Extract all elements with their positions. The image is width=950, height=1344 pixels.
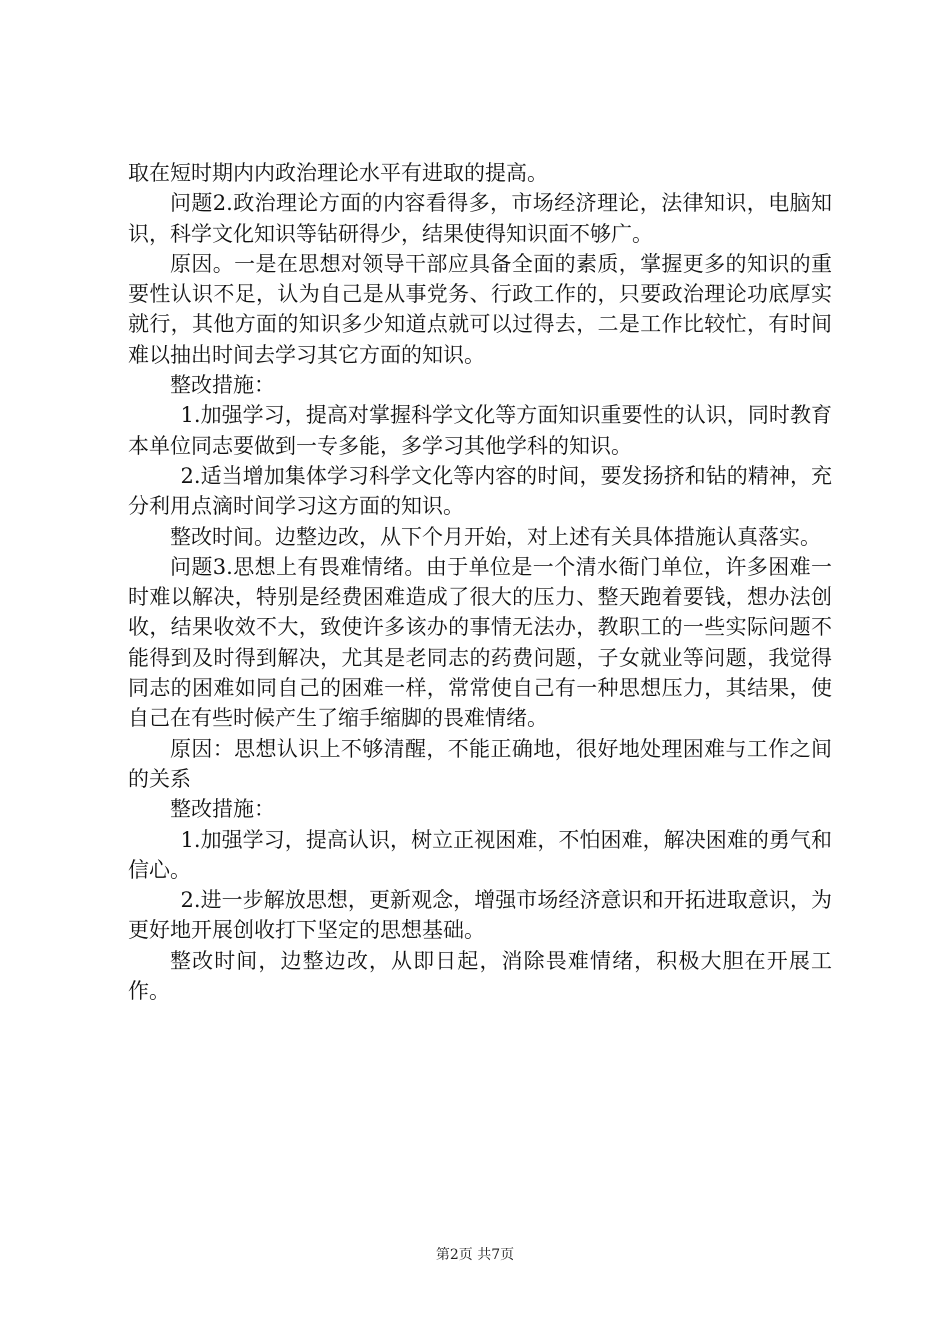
paragraph-cause-2: 原因。一是在思想对领导干部应具备全面的素质，掌握更多的知识的重要性认识不足，认为自己是从事党务、行政工作的，只要政治理论功底厚实就行，其他方面的知识多少知道点就可以过得去，二是工作比较忙，有时间难以抽出时间去学习其它方面的知识。	[128, 251, 832, 367]
heading-measures-3: 整改措施：	[170, 797, 275, 822]
paragraph-timeline-2: 整改时间。边整边改，从下个月开始，对上述有关具体措施认真落实。	[170, 524, 821, 549]
heading-measures-2: 整改措施：	[170, 373, 275, 398]
document-body	[128, 158, 832, 1006]
paragraph-continuation: 取在短时期内内政治理论水平有进取的提高。	[128, 161, 548, 185]
paragraph-measure-3-2: 2.进一步解放思想，更新观念，增强市场经济意识和开拓进取意识，为更好地开展创收打下坚定的思想基础。	[128, 888, 832, 943]
paragraph-measure-3-1: 1.加强学习，提高认识，树立正视困难，不怕困难，解决困难的勇气和信心。	[128, 827, 832, 882]
paragraph-issue-2: 问题2.政治理论方面的内容看得多，市场经济理论，法律知识，电脑知识，科学文化知识等钻研得少，结果使得知识面不够广。	[128, 191, 832, 246]
page-number-footer: 第2页 共7页	[435, 1247, 515, 1263]
paragraph-cause-3: 原因：思想认识上不够清醒，不能正确地，很好地处理困难与工作之间的关系	[128, 736, 832, 791]
paragraph-measure-2-1: 1.加强学习，提高对掌握科学文化等方面知识重要性的认识，同时教育本单位同志要做到一专多能，多学习其他学科的知识。	[128, 403, 832, 458]
paragraph-issue-3: 问题3.思想上有畏难情绪。由于单位是一个清水衙门单位，许多困难一时难以解决，特别是经费困难造成了很大的压力、整天跑着要钱，想办法创收，结果收效不大，致使许多该办的事情无法办，教职工的一些实际问题不能得到及时得到解决，尤其是老同志的药费问题，子女就业等问题，我觉得同志的困难如同自己的困难一样，常常使自己有一种思想压力，其结果，使自己在有些时候产生了缩手缩脚的畏难情绪。	[128, 554, 832, 731]
paragraph-measure-2-2: 2.适当增加集体学习科学文化等内容的时间，要发扬挤和钻的精神，充分利用点滴时间学习这方面的知识。	[128, 463, 832, 519]
paragraph-timeline-3: 整改时间，边整边改，从即日起，消除畏难情绪，积极大胆在开展工作。	[128, 948, 832, 1004]
